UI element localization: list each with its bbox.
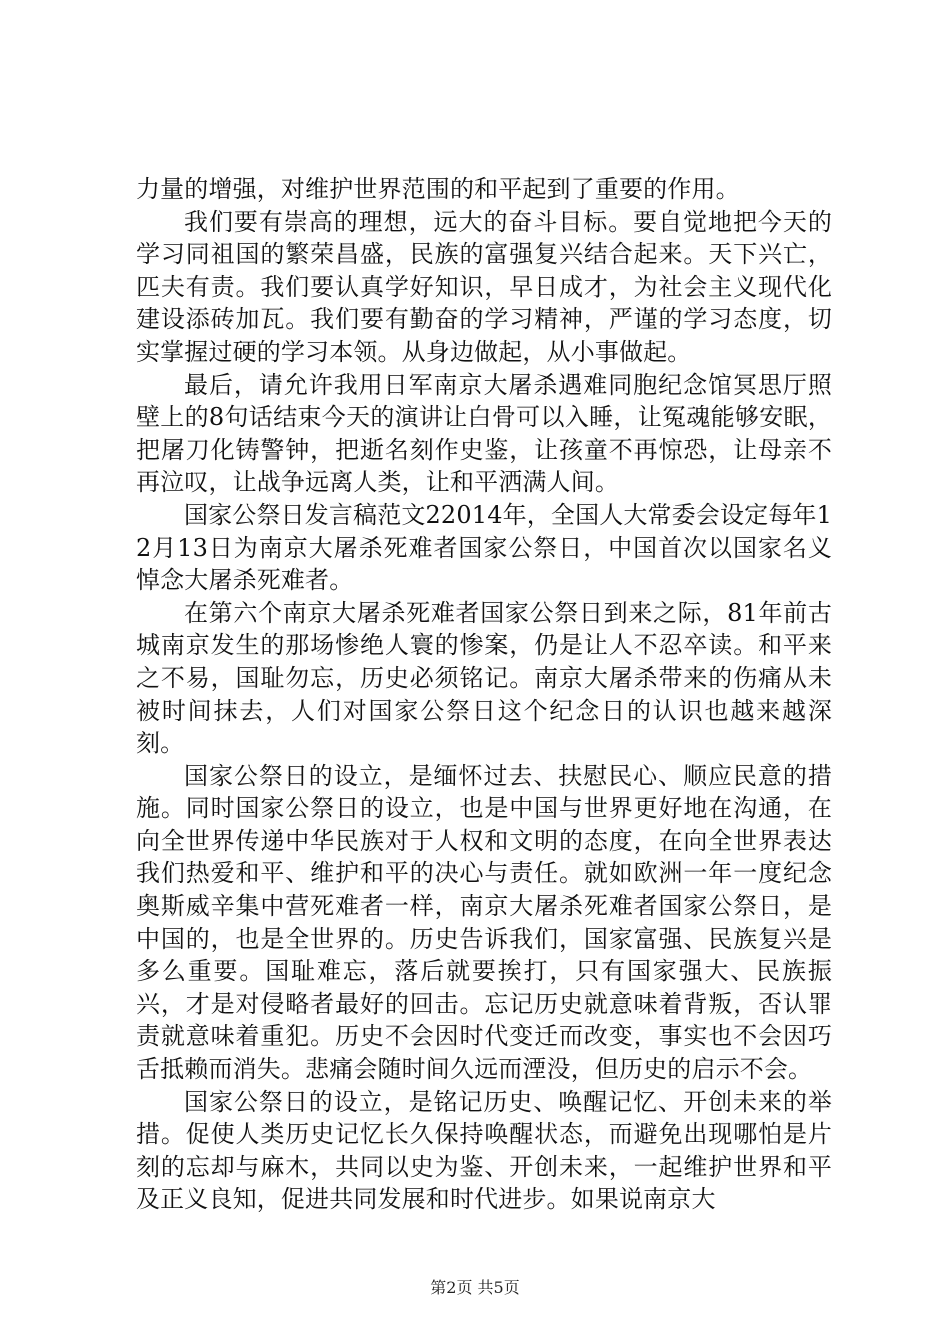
paragraph-remember-history: 国家公祭日的设立，是铭记历史、唤醒记忆、开创未来的举措。促使人类历史记忆长久保持唤醒状态，而避免出现哪怕是片刻的忘却与麻木，共同以史为鉴、开创未来，一起维护世界和平及正义良知，促进共同发展和时代进步。如果说南京大 [136,1087,832,1214]
document-body [136,173,832,1216]
paragraph-sample-intro: 国家公祭日发言稿范文22014年，全国人大常委会设定每年12月13日为南京大屠杀死难者国家公祭日，中国首次以国家名义悼念大屠杀死难者。 [136,500,832,595]
paragraph-closing-quote: 最后，请允许我用日军南京大屠杀遇难同胞纪念馆冥思厅照壁上的8句话结束今天的演讲让白骨可以入睡，让冤魂能够安眠，把屠刀化铸警钟，把逝名刻作史鉴，让孩童不再惊恐，让母亲不再泣叹，让战争远离人类，让和平洒满人间。 [136,370,832,497]
paragraph-continuation: 力量的增强，对维护世界范围的和平起到了重要的作用。 [136,175,740,203]
paragraph-ideals: 我们要有崇高的理想，远大的奋斗目标。要自觉地把今天的学习同祖国的繁荣昌盛，民族的富强复兴结合起来。天下兴亡，匹夫有责。我们要认真学好知识，早日成才，为社会主义现代化建设添砖加瓦。我们要有勤奋的学习精神，严谨的学习态度，切实掌握过硬的学习本领。从身边做起，从小事做起。 [136,207,832,366]
paragraph-significance: 国家公祭日的设立，是缅怀过去、扶慰民心、顺应民意的措施。同时国家公祭日的设立，也是中国与世界更好地在沟通，在向全世界传递中华民族对于人权和文明的态度，在向全世界表达我们热爱和平、维护和平的决心与责任。就如欧洲一年一度纪念奥斯威辛集中营死难者一样，南京大屠杀死难者国家公祭日，是中国的，也是全世界的。历史告诉我们，国家富强、民族复兴是多么重要。国耻难忘，落后就要挨打，只有国家强大、民族振兴，才是对侵略者最好的回击。忘记历史就意味着背叛，否认罪责就意味着重犯。历史不会因时代变迁而改变，事实也不会因巧舌抵赖而消失。悲痛会随时间久远而湮没，但历史的启示不会。 [136,761,832,1084]
page-number-footer: 第2页 共5页 [430,1278,520,1297]
paragraph-sixth-memorial: 在第六个南京大屠杀死难者国家公祭日到来之际，81年前古城南京发生的那场惨绝人寰的惨案，仍是让人不忍卒读。和平来之不易，国耻勿忘，历史必须铭记。南京大屠杀带来的伤痛从未被时间抹去，人们对国家公祭日这个纪念日的认识也越来越深刻。 [136,598,832,758]
